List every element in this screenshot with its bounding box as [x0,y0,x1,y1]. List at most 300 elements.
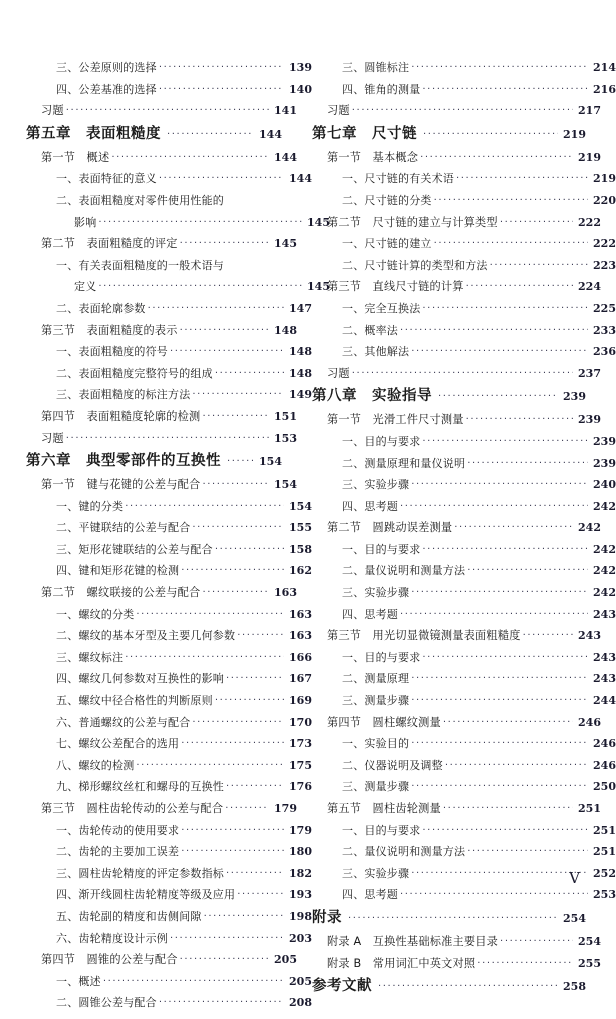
dot-leader [202,412,269,422]
toc-entry-label: 三、公差原则的选择 [56,61,157,74]
dot-leader [226,782,284,792]
dot-leader [348,914,558,924]
toc-entry-page-number: 219 [578,150,601,164]
toc-entry-section[interactable] [26,105,297,127]
dot-leader [103,977,284,987]
toc-entry-page-number: 216 [593,82,616,96]
toc-entry-item[interactable] [312,436,616,458]
dot-leader [215,696,284,706]
toc-entry-page-number: 180 [289,845,312,859]
toc-entry-item[interactable] [26,933,312,955]
toc-entry-item[interactable] [312,738,616,760]
toc-entry-item[interactable] [312,479,616,501]
toc-entry-label: 第三节 用光切显微镜测量表面粗糙度 [327,629,521,643]
toc-entry-item[interactable] [26,565,312,587]
toc-entry-page-number: 219 [593,172,616,186]
toc-entry-label: 二、测量原理 [342,672,410,686]
toc-entry-section[interactable] [26,479,297,501]
toc-entry-item[interactable] [312,346,616,368]
toc-entry-item[interactable] [26,346,312,368]
toc-entry-label: 一、表面特征的意义 [56,172,157,186]
toc-entry-label: 二、测量原理和量仪说明 [342,456,466,470]
toc-entry-label: 三、矩形花键联结的公差与配合 [56,542,213,556]
toc-entry-label: 第二节 尺寸链的建立与计算类型 [327,215,498,229]
toc-entry-page-number: 145 [307,280,330,294]
toc-entry-item[interactable] [26,760,312,782]
toc-entry-page-number: 239 [563,390,586,404]
toc-entry-page-number: 139 [289,61,312,74]
toc-entry-section[interactable] [312,958,601,980]
toc-entry-page-number: 250 [593,780,616,794]
toc-entry-page-number: 145 [307,215,330,229]
toc-entry-label: 第五章 表面粗糙度 [26,125,161,142]
toc-entry-page-number: 243 [593,650,616,664]
toc-entry-page-number: 258 [563,980,586,994]
dot-leader [467,459,588,469]
toc-entry-section[interactable] [26,433,297,455]
toc-entry-page-number: 154 [289,499,312,513]
toc-entry-item[interactable] [312,173,616,195]
toc-entry-page-number: 153 [274,431,297,445]
dot-leader [159,85,284,95]
toc-entry-label: 一、目的与要求 [342,434,421,448]
dot-leader [136,761,284,771]
toc-entry-section[interactable] [26,238,297,260]
toc-entry-page-number: 246 [578,715,601,729]
toc-entry-item[interactable] [26,889,312,911]
dot-leader [434,196,588,206]
toc-entry-item[interactable] [312,846,616,868]
toc-entry-page-number: 240 [593,478,616,492]
toc-entry-item[interactable] [26,389,312,411]
dot-leader [226,869,284,879]
toc-entry-page-number: 242 [593,564,616,578]
toc-entry-label: 一、概述 [56,974,101,988]
dot-leader [422,545,588,555]
toc-entry-label: 四、螺纹几何参数对互换性的影响 [56,672,224,686]
dot-leader [411,63,588,73]
toc-entry-page-number: 148 [289,366,312,380]
dot-leader [443,804,573,814]
dot-leader [490,261,588,271]
dot-leader [411,480,588,490]
toc-entry-page-number: 166 [289,650,312,664]
dot-leader [159,998,284,1008]
dot-leader [192,390,284,400]
toc-entry-page-number: 220 [593,193,616,207]
toc-entry-label: 二、平键联结的公差与配合 [56,521,191,535]
toc-entry-section[interactable] [312,414,601,436]
toc-entry-page-number: 252 [593,866,616,880]
toc-entry-page-number: 141 [274,104,297,118]
toc-entry-section[interactable] [312,803,601,825]
toc-entry-page-number: 253 [593,888,616,902]
toc-entry-section[interactable] [312,368,601,390]
toc-entry-item[interactable] [312,195,616,217]
toc-entry-section[interactable] [312,281,601,303]
toc-column-right [304,61,616,1019]
toc-entry-label: 一、目的与要求 [342,823,421,837]
dot-leader [237,631,284,641]
toc-entry-page-number: 242 [593,586,616,600]
toc-entry-item[interactable] [312,325,616,347]
toc-entry-page-number: 251 [593,823,616,837]
toc-entry-label: 第一节 基本概念 [327,150,419,164]
toc-entry-page-number: 254 [578,934,601,948]
toc-entry-item[interactable] [312,652,616,674]
dot-leader [423,130,558,140]
toc-entry-page-number: 149 [289,388,312,402]
dot-leader [227,457,254,467]
toc-entry-label: 一、表面粗糙度的符号 [56,345,168,359]
toc-entry-label: 附录 B 常用词汇中英文对照 [327,956,476,970]
toc-entry-label: 第四节 圆柱螺纹测量 [327,715,441,729]
toc-entry-item[interactable] [312,260,616,282]
toc-entry-item[interactable] [26,522,312,544]
toc-entry-section[interactable] [26,325,297,347]
toc-columns [0,62,616,1019]
toc-entry-label: 二、齿轮的主要加工误差 [56,845,180,859]
toc-entry-page-number: 158 [289,542,312,556]
toc-entry-label: 第三节 圆柱齿轮传动的公差与配合 [41,802,224,815]
dot-leader [378,982,558,992]
toc-entry-item[interactable] [312,587,616,609]
toc-entry-label: 四、思考题 [342,888,398,902]
toc-entry-item[interactable] [26,652,312,674]
dot-leader [148,304,284,314]
toc-entry-label: 五、齿轮副的精度和齿侧间隙 [56,909,202,923]
toc-entry-item[interactable] [26,781,312,803]
toc-entry-page-number: 145 [274,237,297,251]
toc-entry-page-number: 214 [593,61,616,74]
dot-leader [456,174,588,184]
toc-entry-page-number: 243 [578,629,601,643]
toc-entry-page-number: 236 [593,345,616,359]
toc-entry-section[interactable] [312,217,601,239]
toc-entry-label: 第三节 表面粗糙度的表示 [41,323,178,337]
toc-entry-page-number: 179 [274,802,297,815]
toc-entry-page-number: 179 [289,823,312,837]
toc-entry-page-number: 205 [274,953,297,967]
toc-entry-item[interactable] [26,738,312,760]
toc-entry-page-number: 242 [578,521,601,535]
toc-entry-label: 一、键的分类 [56,499,124,513]
dot-leader [66,434,269,444]
dot-leader [202,480,269,490]
dot-leader [411,696,588,706]
toc-entry-page-number: 223 [593,258,616,272]
toc-entry-page-number: 243 [593,672,616,686]
toc-entry-item[interactable] [26,609,312,631]
dot-leader [159,174,284,184]
dot-leader [192,718,284,728]
dot-leader [237,890,284,900]
toc-entry-label: 第四节 表面粗糙度轮廓的检测 [41,409,201,423]
toc-entry-label: 习题 [41,431,64,445]
toc-entry-item[interactable] [312,501,616,523]
dot-leader [226,674,284,684]
toc-entry-item[interactable] [312,673,616,695]
toc-entry-label: 四、思考题 [342,499,398,513]
toc-entry-item[interactable] [26,673,312,695]
toc-entry-page-number: 254 [563,911,586,925]
toc-entry-item[interactable] [312,62,616,84]
toc-entry-label: 一、有关表面粗糙度的一般术语与 [56,258,224,272]
toc-entry-label: 习题 [327,366,350,380]
toc-entry-label: 二、尺寸链计算的类型和方法 [342,258,488,272]
toc-entry-page-number: 175 [289,758,312,772]
toc-entry-item[interactable] [312,458,616,480]
toc-entry-label: 一、齿轮传动的使用要求 [56,823,180,837]
dot-leader [523,631,573,641]
toc-entry-page-number: 242 [593,499,616,513]
toc-entry-page-number: 148 [274,323,297,337]
toc-entry-chapter[interactable] [312,389,586,414]
toc-entry-page-number: 205 [289,974,312,988]
toc-entry-item[interactable] [26,62,312,84]
toc-entry-label: 影响 [74,215,97,229]
dot-leader [411,674,588,684]
toc-entry-item[interactable] [26,868,312,890]
dot-leader [111,153,269,163]
toc-entry-label: 三、实验步骤 [342,866,410,880]
toc-entry-page-number: 193 [289,888,312,902]
toc-entry-item[interactable] [26,368,312,390]
dot-leader [170,347,284,357]
toc-entry-section[interactable] [312,717,601,739]
dot-leader [400,890,588,900]
toc-entry-label: 一、目的与要求 [342,650,421,664]
toc-entry-item[interactable] [312,825,616,847]
dot-leader [98,218,302,228]
dot-leader [400,502,588,512]
toc-entry-section[interactable] [26,803,297,825]
dot-leader [180,955,269,965]
dot-leader [180,239,269,249]
toc-entry-item[interactable] [26,846,312,868]
toc-entry-label: 习题 [41,104,64,118]
dot-leader [420,153,573,163]
toc-entry-section[interactable] [312,630,601,652]
dot-leader [181,847,284,857]
toc-entry-label: 定义 [74,280,97,294]
toc-entry-label: 八、螺纹的检测 [56,758,135,772]
toc-entry-page-number: 163 [289,629,312,643]
toc-entry-page-number: 169 [289,694,312,708]
toc-entry-label: 四、思考题 [342,607,398,621]
toc-entry-page-number: 151 [274,409,297,423]
toc-entry-chapter[interactable] [312,127,586,152]
toc-entry-page-number: 255 [578,956,601,970]
toc-entry-page-number: 224 [578,280,601,294]
dot-leader [352,369,573,379]
dot-leader [467,566,588,576]
dot-leader [181,566,284,576]
dot-leader [422,304,588,314]
toc-entry-item[interactable] [26,630,312,652]
toc-entry-label: 参考文献 [312,978,372,995]
toc-entry-page-number: 203 [289,931,312,945]
dot-leader [438,392,558,402]
dot-leader [180,326,269,336]
dot-leader [500,218,573,228]
toc-entry-page-number: 176 [289,780,312,794]
toc-entry-item[interactable] [26,997,312,1019]
toc-entry-page-number: 144 [289,172,312,186]
toc-entry-section[interactable] [312,152,601,174]
toc-entry-label: 附录 A 互换性基础标准主要目录 [327,934,499,948]
toc-entry-item[interactable] [26,260,312,282]
dot-leader [434,239,588,249]
toc-entry-label: 一、目的与要求 [342,542,421,556]
dot-leader [136,610,284,620]
toc-entry-cont[interactable] [26,217,330,239]
toc-entry-label: 第一节 光滑工件尺寸测量 [327,413,464,427]
toc-entry-item[interactable] [312,609,616,631]
dot-leader [454,523,573,533]
toc-entry-page-number: 144 [259,127,282,141]
toc-entry-page-number: 198 [289,909,312,923]
toc-entry-chapter[interactable] [26,454,282,479]
dot-leader [466,282,573,292]
toc-entry-page-number: 239 [578,413,601,427]
toc-entry-item[interactable] [312,303,616,325]
toc-entry-page-number: 242 [593,542,616,556]
toc-entry-item[interactable] [26,303,312,325]
toc-entry-page-number: 173 [289,737,312,751]
toc-entry-label: 一、完全互换法 [342,301,421,315]
toc-entry-page-number: 154 [259,455,282,469]
dot-leader [411,739,588,749]
toc-entry-section[interactable] [312,936,601,958]
toc-entry-label: 四、键和矩形花键的检测 [56,564,180,578]
toc-entry-section[interactable] [26,152,297,174]
toc-entry-page-number: 144 [274,150,297,164]
toc-entry-section[interactable] [26,954,297,976]
toc-entry-item[interactable] [312,889,616,911]
toc-entry-item[interactable] [26,717,312,739]
toc-entry-label: 三、表面粗糙度的标注方法 [56,388,191,402]
dot-leader [215,545,284,555]
toc-entry-label: 一、实验目的 [342,737,410,751]
toc-entry-item[interactable] [26,695,312,717]
toc-entry-label: 五、螺纹中径合格性的判断原则 [56,694,213,708]
toc-entry-label: 第三节 直线尺寸链的计算 [327,280,464,294]
dot-leader [167,130,254,140]
dot-leader [445,761,588,771]
toc-entry-label: 第七章 尺寸链 [312,125,417,142]
toc-entry-item[interactable] [312,781,616,803]
toc-entry-label: 习题 [327,104,350,118]
toc-entry-section[interactable] [26,587,297,609]
toc-entry-label: 四、锥角的测量 [342,82,421,96]
toc-entry-page-number: 233 [593,323,616,337]
toc-entry-page-number: 244 [593,694,616,708]
toc-entry-page-number: 251 [593,845,616,859]
toc-entry-label: 第四节 圆锥的公差与配合 [41,953,178,967]
toc-entry-section[interactable] [312,522,601,544]
dot-leader [181,826,284,836]
dot-leader [352,106,573,116]
toc-entry-label: 三、圆柱齿轮精度的评定参数指标 [56,866,224,880]
toc-entry-page-number: 148 [289,345,312,359]
toc-entry-page-number: 167 [289,672,312,686]
toc-entry-item[interactable] [312,84,616,106]
toc-entry-label: 三、测量步骤 [342,694,410,708]
dot-leader [422,826,588,836]
toc-entry-item[interactable] [312,544,616,566]
toc-entry-label: 一、螺纹的分类 [56,607,135,621]
toc-entry-label: 一、尺寸链的有关术语 [342,172,454,186]
toc-entry-page-number: 163 [274,586,297,600]
toc-entry-item[interactable] [26,911,312,933]
toc-entry-label: 第六章 典型零部件的互换性 [26,453,221,470]
toc-entry-label: 四、渐开线圆柱齿轮精度等级及应用 [56,888,236,902]
toc-entry-section[interactable] [26,411,297,433]
toc-entry-item[interactable] [312,760,616,782]
toc-entry-label: 六、普通螺纹的公差与配合 [56,715,191,729]
dot-leader [422,437,588,447]
dot-leader [159,63,284,73]
toc-entry-label: 二、表面轮廓参数 [56,301,146,315]
toc-entry-label: 三、测量步骤 [342,780,410,794]
toc-entry-label: 第二节 表面粗糙度的评定 [41,237,178,251]
toc-entry-page-number: 222 [593,237,616,251]
dot-leader [466,415,573,425]
toc-entry-chapter[interactable] [26,127,282,152]
toc-entry-label: 附录 [312,909,342,926]
toc-entry-label: 二、量仪说明和测量方法 [342,845,466,859]
toc-entry-item[interactable] [26,976,312,998]
dot-leader [411,869,588,879]
toc-entry-item[interactable] [26,544,312,566]
toc-entry-section[interactable] [312,105,601,127]
toc-entry-page-number: 219 [563,127,586,141]
toc-entry-item[interactable] [26,84,312,106]
toc-entry-page-number: 140 [289,82,312,96]
dot-leader [500,937,573,947]
dot-leader [204,912,284,922]
toc-entry-item[interactable] [312,695,616,717]
toc-entry-label: 三、实验步骤 [342,586,410,600]
page-folio: V [569,869,580,887]
dot-leader [400,326,588,336]
toc-entry-item[interactable] [26,173,312,195]
dot-leader [192,523,284,533]
toc-entry-chapter[interactable] [312,911,586,936]
toc-entry-label: 二、概率法 [342,323,398,337]
toc-entry-label: 第二节 螺纹联接的公差与配合 [41,586,201,600]
toc-entry-cont[interactable] [26,281,330,303]
dot-leader [181,739,284,749]
toc-entry-label: 三、螺纹标注 [56,650,124,664]
toc-entry-item[interactable] [26,195,312,217]
toc-entry-item[interactable] [312,565,616,587]
toc-entry-item[interactable] [26,825,312,847]
dot-leader [477,959,573,969]
dot-leader [411,782,588,792]
toc-entry-chapter[interactable] [312,979,586,1004]
dot-leader [400,610,588,620]
toc-entry-item[interactable] [26,501,312,523]
toc-entry-label: 二、仪器说明及调整 [342,758,443,772]
toc-entry-page-number: 239 [593,434,616,448]
dot-leader [422,653,588,663]
dot-leader [170,934,284,944]
toc-entry-label: 第二节 圆跳动误差测量 [327,521,453,535]
toc-entry-label: 二、圆锥公差与配合 [56,996,157,1010]
toc-entry-item[interactable] [312,238,616,260]
